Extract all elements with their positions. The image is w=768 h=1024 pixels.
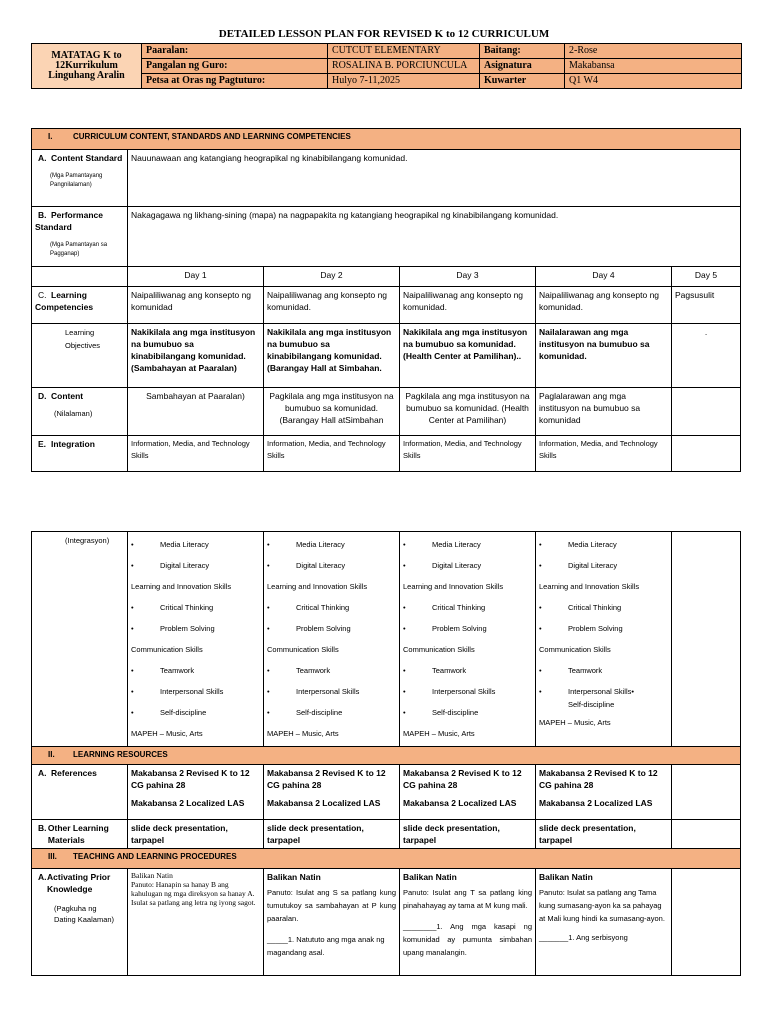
objective-day-5: . [672, 324, 741, 388]
day-2-header: Day 2 [264, 267, 400, 287]
interpersonal-item: • Interpersonal Skills [131, 687, 224, 696]
activating-day-4: Balikan Natin Panuto: Isulat sa patlang ang Tama kung sumasang-ayon ka sa pahayag at Mali kung hindi ka sumasang-ayon. _______1. Ang serbisyong [536, 869, 672, 976]
paaralan-value: CUTCUT ELEMENTARY [328, 44, 480, 59]
problem-solving-item: • Problem Solving [539, 624, 623, 633]
objective-day-1: Nakikilala ang mga institusyon na bumubuo sa kinabibilangang komunidad. (Sambahayan at Paaralan) [128, 324, 264, 388]
media-literacy-item: • Media Literacy [267, 540, 345, 549]
self-discipline-item: Self-discipline [568, 700, 615, 709]
teamwork-item: • Teamwork [403, 666, 467, 675]
competency-day-2: Naipaliliwanag ang konsepto ng komunidad. [264, 287, 400, 324]
references-day-1: Makabansa 2 Revised K to 12 CG pahina 28 Makabansa 2 Localized LAS [128, 765, 264, 820]
day-4-header: Day 4 [536, 267, 672, 287]
activating-day-2: Balikan Natin Panuto: Isulat ang S sa patlang kung tumutukoy sa sambahayan at P kung paaralan. _____1. Natututo ang mga anak ng magandang asal. [264, 869, 400, 976]
matatag-label: MATATAG K to 12Kurrikulum Linguhang Aralin [32, 44, 142, 89]
other-materials-day-3: slide deck presentation, tarpapel [400, 820, 536, 849]
content-standard-label: A. Content Standard (Mga Pamantayang Pangnilalaman) [32, 150, 128, 207]
learning-innovation-heading: Learning and Innovation Skills [539, 582, 640, 591]
communication-heading: Communication Skills [539, 645, 611, 654]
day-3-header: Day 3 [400, 267, 536, 287]
learning-innovation-heading: Learning and Innovation Skills [267, 582, 368, 591]
mapeh-item: MAPEH – Music, Arts [267, 729, 339, 738]
paaralan-label: Paaralan: [142, 44, 328, 59]
section-3-header: III. TEACHING AND LEARNING PROCEDURES [32, 849, 741, 869]
learning-innovation-heading: Learning and Innovation Skills [131, 582, 232, 591]
communication-heading: Communication Skills [267, 645, 339, 654]
self-discipline-item: • Self-discipline [267, 708, 343, 717]
interpersonal-item: • Interpersonal Skills [403, 687, 496, 696]
content-day-1: Sambahayan at Paaralan) [128, 388, 264, 436]
petsa-label: Petsa at Oras ng Pagtuturo: [142, 74, 328, 89]
digital-literacy-item: • Digital Literacy [403, 561, 482, 570]
petsa-value: Hulyo 7-11,2025 [328, 74, 480, 89]
lesson-plan-table-page1 [31, 128, 741, 472]
interpersonal-item: • Interpersonal Skills [267, 687, 360, 696]
teamwork-item: • Teamwork [131, 666, 195, 675]
content-label: D. Content (Nilalaman) [32, 388, 128, 436]
digital-literacy-item: • Digital Literacy [267, 561, 346, 570]
digital-literacy-item: • Digital Literacy [539, 561, 618, 570]
integration-list-day-1 [128, 532, 264, 747]
guro-value: ROSALINA B. PORCIUNCULA [328, 59, 480, 74]
references-label: A. References [32, 765, 128, 820]
baitang-label: Baitang: [480, 44, 565, 59]
media-literacy-item: • Media Literacy [539, 540, 617, 549]
interpersonal-item: • Interpersonal Skills• [539, 687, 634, 696]
integration-day-2: Information, Media, and Technology Skills [264, 436, 400, 472]
integration-list-day-2 [264, 532, 400, 747]
other-materials-day-5 [672, 820, 741, 849]
objective-day-3: Nakikilala ang mga institusyon na bumubuo sa komunidad. (Health Center at Pamilihan).. [400, 324, 536, 388]
teamwork-item: • Teamwork [267, 666, 331, 675]
references-day-4: Makabansa 2 Revised K to 12 CG pahina 28 Makabansa 2 Localized LAS [536, 765, 672, 820]
activating-day-5 [672, 869, 741, 976]
lesson-header-table [31, 43, 742, 89]
media-literacy-item: • Media Literacy [403, 540, 481, 549]
integration-day-3: Information, Media, and Technology Skills [400, 436, 536, 472]
other-materials-label: B. Other Learning Materials [32, 820, 128, 849]
asignatura-value: Makabansa [565, 59, 742, 74]
document-title: DETAILED LESSON PLAN FOR REVISED K to 12 CURRICULUM [218, 28, 550, 40]
content-day-2: Pagkilala ang mga institusyon na bumubuo sa komunidad. (Barangay Hall atSimbahan [264, 388, 400, 436]
integration-label: E. Integration [32, 436, 128, 472]
integrasyon-label: (Integrasyon) [32, 532, 128, 747]
other-materials-day-1: slide deck presentation, tarpapel [128, 820, 264, 849]
learning-competencies-label: C. Learning Competencies [32, 287, 128, 324]
content-day-5 [672, 388, 741, 436]
lesson-plan-table-page2 [31, 531, 741, 976]
learning-innovation-heading: Learning and Innovation Skills [403, 582, 504, 591]
teamwork-item: • Teamwork [539, 666, 603, 675]
problem-solving-item: • Problem Solving [131, 624, 215, 633]
kuwarter-label: Kuwarter [480, 74, 565, 89]
day-1-header: Day 1 [128, 267, 264, 287]
content-day-3: Pagkilala ang mga institusyon na bumubuo sa komunidad. (Health Center at Pamilihan) [400, 388, 536, 436]
integration-list-day-4 [536, 532, 672, 747]
performance-standard-label: B. Performance Standard (Mga Pamantayan sa Pagganap) [32, 207, 128, 267]
mapeh-item: MAPEH – Music, Arts [403, 729, 475, 738]
competency-day-1: Naipaliliwanag ang konsepto ng komunidad [128, 287, 264, 324]
activating-day-3: Balikan Natin Panuto: Isulat ang T sa patlang king pinahahayag ay tama at M kung mali. ________1. Ang mga kasapi ng komunidad ay pumunta simbahan upang manalangin. [400, 869, 536, 976]
integration-list-day-3 [400, 532, 536, 747]
references-day-2: Makabansa 2 Revised K to 12 CG pahina 28 Makabansa 2 Localized LAS [264, 765, 400, 820]
integration-list-day-5 [672, 532, 741, 747]
learning-objectives-label: Learning Objectives [32, 324, 128, 388]
guro-label: Pangalan ng Guro: [142, 59, 328, 74]
integration-day-5 [672, 436, 741, 472]
objective-day-4: Nailalarawan ang mga institusyon na bumubuo sa komunidad. [536, 324, 672, 388]
references-day-3: Makabansa 2 Revised K to 12 CG pahina 28 Makabansa 2 Localized LAS [400, 765, 536, 820]
content-day-4: Paglalarawan ang mga institusyon na bumubuo sa komunidad [536, 388, 672, 436]
digital-literacy-item: • Digital Literacy [131, 561, 210, 570]
performance-standard-text: Nakagagawa ng likhang-sining (mapa) na nagpapakita ng katangiang heograpikal ng kinabibilangang komunidad. [128, 207, 741, 267]
kuwarter-value: Q1 W4 [565, 74, 742, 89]
section-1-header: I. CURRICULUM CONTENT, STANDARDS AND LEARNING COMPETENCIES [32, 129, 741, 150]
activating-prior-knowledge-label: A. Activating Prior Knowledge (Pagkuha ng Dating Kaalaman) [32, 869, 128, 976]
problem-solving-item: • Problem Solving [267, 624, 351, 633]
content-standard-text: Nauunawaan ang katangiang heograpikal ng kinabibilangang komunidad. [128, 150, 741, 207]
critical-thinking-item: • Critical Thinking [403, 603, 486, 612]
day-header-blank [32, 267, 128, 287]
communication-heading: Communication Skills [403, 645, 475, 654]
mapeh-item: MAPEH – Music, Arts [131, 729, 203, 738]
integration-day-1: Information, Media, and Technology Skills [128, 436, 264, 472]
other-materials-day-4: slide deck presentation, tarpapel [536, 820, 672, 849]
self-discipline-item: • Self-discipline [131, 708, 207, 717]
baitang-value: 2-Rose [565, 44, 742, 59]
mapeh-item: MAPEH – Music, Arts [539, 718, 611, 727]
activating-day-1: Balikan Natin Panuto: Hanapin sa hanay B ang kahulugan ng mga direksyon sa hanay A. Isulat sa patlang ang letra ng iyong sagot. [128, 869, 264, 976]
integration-day-4: Information, Media, and Technology Skills [536, 436, 672, 472]
asignatura-label: Asignatura [480, 59, 565, 74]
references-day-5 [672, 765, 741, 820]
communication-heading: Communication Skills [131, 645, 203, 654]
competency-day-5: Pagsusulit [672, 287, 741, 324]
self-discipline-item: • Self-discipline [403, 708, 479, 717]
day-5-header: Day 5 [672, 267, 741, 287]
other-materials-day-2: slide deck presentation, tarpapel [264, 820, 400, 849]
critical-thinking-item: • Critical Thinking [267, 603, 350, 612]
section-2-header: II. LEARNING RESOURCES [32, 747, 741, 765]
media-literacy-item: • Media Literacy [131, 540, 209, 549]
objective-day-2: Nakikilala ang mga institusyon na bumubuo sa kinabibilangang komunidad. (Barangay Hall at Simbahan. [264, 324, 400, 388]
competency-day-4: Naipaliliwanag ang konsepto ng komunidad. [536, 287, 672, 324]
critical-thinking-item: • Critical Thinking [131, 603, 214, 612]
critical-thinking-item: • Critical Thinking [539, 603, 622, 612]
competency-day-3: Naipaliliwanag ang konsepto ng komunidad. [400, 287, 536, 324]
problem-solving-item: • Problem Solving [403, 624, 487, 633]
